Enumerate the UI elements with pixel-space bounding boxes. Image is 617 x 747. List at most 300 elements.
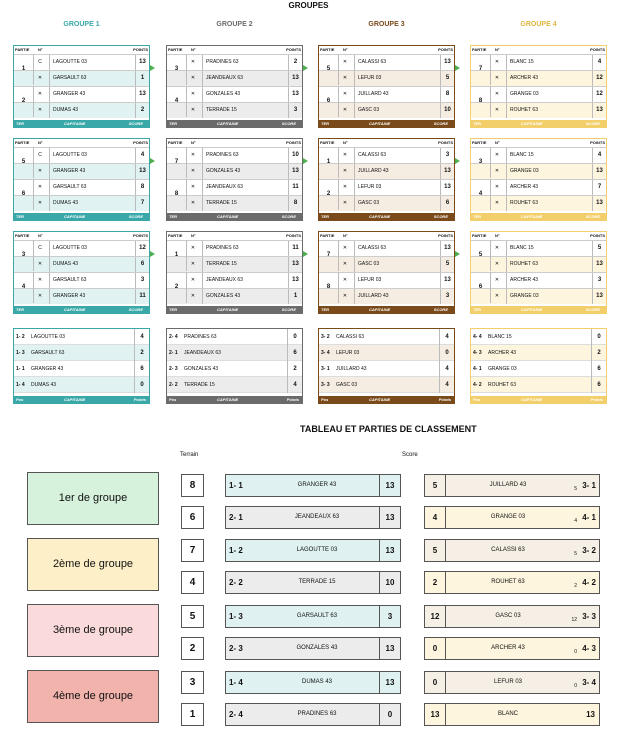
qualifier-flag-icon [455, 65, 460, 71]
team-name: DUMAS 43 [301, 679, 332, 685]
num-label: N° [495, 140, 500, 145]
team-name: JUILLARD 43 [354, 164, 439, 179]
match-row [319, 163, 454, 179]
match-row [319, 240, 454, 256]
team-name: ARCHER 43 [506, 273, 591, 288]
match-row [319, 102, 454, 118]
player-icon: ✕ [37, 184, 43, 190]
team-points: 6 [135, 257, 149, 272]
team-score: 13 [586, 710, 595, 719]
match-row [319, 147, 454, 163]
team-points: 4 [592, 55, 606, 70]
team-name: BLANC 15 [506, 241, 591, 256]
team-points: 6 [591, 361, 606, 377]
player-icon: ✕ [342, 152, 348, 158]
partie-label: PARTIE [168, 140, 183, 145]
partie-number: 8 [471, 86, 491, 117]
team-name: ROUHET 63 [506, 257, 591, 272]
player-icon: ✕ [494, 245, 500, 251]
team-points: 2 [288, 55, 302, 70]
match-row [167, 163, 302, 179]
partie-number: 6 [471, 272, 491, 303]
terrain-footer: TER [169, 214, 177, 219]
qualifier-flag-icon [303, 251, 308, 257]
ranking-row [167, 361, 302, 377]
ranking-row [319, 361, 454, 377]
team-score: 0 [425, 638, 446, 659]
capitaine-footer: CAPITAINE [369, 307, 391, 312]
final-match-right [424, 671, 600, 694]
partie-number: 7 [167, 147, 187, 178]
team-name: GRANGER 43 [31, 366, 64, 372]
score-footer: SCORE [585, 214, 600, 219]
team-name: CALASSI 63 [354, 148, 439, 163]
team-points: 5 [440, 257, 454, 272]
terrain-footer: TER [16, 121, 24, 126]
score-footer: SCORE [128, 307, 143, 312]
terrain-number: 8 [181, 474, 204, 497]
points-label: POINTS [590, 47, 605, 52]
team-name: DUMAS 43 [31, 382, 57, 388]
capitaine-footer: CAPITAINE [521, 214, 543, 219]
score-footer: SCORE [433, 121, 448, 126]
team-points: 13 [288, 164, 302, 179]
player-icon: C [38, 245, 42, 251]
capitaine-footer: CAPITAINE [64, 397, 86, 402]
rank-code: 3- 4 [321, 350, 330, 356]
num-label: N° [343, 233, 348, 238]
team-points: 12 [592, 71, 606, 86]
match-row [471, 272, 606, 288]
team-name: GRANGER 43 [49, 164, 134, 179]
group-header-1: GROUPE 1 [63, 21, 100, 28]
team-name: PRADINES 63 [297, 711, 337, 717]
ranking-row [167, 377, 302, 393]
num-label: N° [38, 47, 43, 52]
team-score: 13 [379, 540, 400, 561]
player-icon: ✕ [37, 261, 43, 267]
team-score: 3 [379, 606, 400, 627]
player-icon: ✕ [190, 245, 196, 251]
num-label: N° [343, 140, 348, 145]
partie-number: 1 [167, 240, 187, 271]
player-icon: ✕ [190, 107, 196, 113]
team-name: TERRADE 15 [184, 382, 215, 388]
team-name: DUMAS 43 [49, 257, 134, 272]
player-icon: ✕ [37, 91, 43, 97]
block-footer [471, 213, 606, 220]
team-points: 13 [135, 87, 149, 102]
terrain-column-label: Terrain [180, 452, 199, 458]
rank-code: 2- 4 [229, 710, 243, 719]
team-points: 13 [592, 196, 606, 211]
team-points: 8 [288, 196, 302, 211]
team-name: GRANGER 43 [49, 87, 134, 102]
group-header-4: GROUPE 4 [520, 21, 557, 28]
team-name: GRANGE 03 [490, 514, 526, 520]
qualifier-flag-icon [150, 65, 155, 71]
player-icon: ✕ [342, 293, 348, 299]
team-points: 1 [288, 289, 302, 304]
partie-label: PARTIE [472, 47, 487, 52]
ranking-row [14, 345, 149, 361]
match-row [167, 195, 302, 211]
score-footer: SCORE [128, 214, 143, 219]
block-footer [167, 120, 302, 127]
team-points: 0 [439, 345, 454, 361]
team-points: 12 [592, 87, 606, 102]
match-row [14, 195, 149, 211]
rank-code: 4- 3 [582, 644, 596, 653]
team-points: 0 [134, 377, 149, 393]
team-name: BLANC 15 [506, 148, 591, 163]
team-score: 0 [425, 672, 446, 693]
qualifier-flag-icon [303, 158, 308, 164]
team-name: GASC 03 [354, 103, 439, 118]
player-icon: ✕ [190, 91, 196, 97]
partie-number: 3 [14, 240, 34, 271]
team-points: 3 [592, 273, 606, 288]
num-label: N° [38, 140, 43, 145]
team-name: PRADINES 63 [184, 334, 217, 340]
partie-number: 6 [319, 86, 339, 117]
terrain-footer: TER [473, 307, 481, 312]
team-name: JEANDEAUX 63 [294, 514, 340, 520]
pos-footer: Pos [321, 397, 329, 402]
num-label: N° [191, 233, 196, 238]
ranking-row [14, 329, 149, 345]
team-name: PRADINES 63 [202, 55, 287, 70]
partie-number: 5 [14, 147, 34, 178]
team-name: GRANGE 03 [506, 289, 591, 304]
rank-code: 4- 2 [473, 382, 482, 388]
capitaine-footer: CAPITAINE [64, 121, 86, 126]
team-points: 13 [288, 87, 302, 102]
match-row [167, 70, 302, 86]
player-icon: ✕ [494, 59, 500, 65]
player-icon: ✕ [494, 184, 500, 190]
sub-score: 2 [574, 583, 577, 589]
rank-code: 3- 3 [321, 382, 330, 388]
team-name: GONZALES 43 [184, 366, 219, 372]
match-row [167, 147, 302, 163]
group-4-round-1 [470, 45, 607, 128]
team-score: 5 [425, 475, 446, 496]
qualifier-flag-icon [150, 158, 155, 164]
team-name: GONZALES 43 [296, 645, 338, 651]
partie-number: 8 [167, 179, 187, 210]
match-row [167, 288, 302, 304]
player-icon: ✕ [190, 75, 196, 81]
match-row [14, 70, 149, 86]
team-name: GONZALES 43 [202, 87, 287, 102]
team-points: 1 [135, 71, 149, 86]
block-header [167, 232, 302, 240]
player-icon: ✕ [494, 152, 500, 158]
player-icon: ✕ [190, 184, 196, 190]
points-footer: Points [133, 397, 146, 402]
team-points: 6 [591, 377, 606, 393]
final-match-left [225, 703, 401, 726]
capitaine-footer: CAPITAINE [217, 121, 239, 126]
points-label: POINTS [590, 140, 605, 145]
group-4-ranking [470, 328, 607, 404]
team-points: 2 [287, 361, 302, 377]
player-icon: ✕ [494, 261, 500, 267]
match-row [471, 179, 606, 195]
capitaine-footer: CAPITAINE [64, 214, 86, 219]
group-header-2: GROUPE 2 [216, 21, 253, 28]
team-points: 6 [134, 361, 149, 377]
match-row [167, 256, 302, 272]
points-label: POINTS [133, 47, 148, 52]
team-name: LAGOUTTE 03 [49, 241, 134, 256]
team-name: GARSAULT 63 [49, 273, 134, 288]
team-name: ROUHET 63 [506, 103, 591, 118]
terrain-number: 5 [181, 605, 204, 628]
ranking-row [471, 345, 606, 361]
team-name: ARCHER 43 [488, 350, 517, 356]
rank-code: 1- 2 [16, 334, 25, 340]
terrain-number: 6 [181, 506, 204, 529]
final-match-right [424, 506, 600, 529]
team-name: GONZALES 43 [202, 289, 287, 304]
rank-code: 2- 3 [229, 644, 243, 653]
match-row [14, 240, 149, 256]
partie-number: 7 [319, 240, 339, 271]
team-name: GASC 03 [354, 196, 439, 211]
player-icon: ✕ [342, 107, 348, 113]
team-points: 8 [440, 87, 454, 102]
team-name: ROUHET 63 [491, 579, 525, 585]
final-match-right [424, 539, 600, 562]
partie-number: 7 [471, 54, 491, 85]
team-name: JUILLARD 43 [489, 482, 527, 488]
match-row [319, 179, 454, 195]
team-name: CALASSI 63 [336, 334, 365, 340]
player-icon: ✕ [190, 277, 196, 283]
group-1-round-3 [13, 231, 150, 314]
player-icon: ✕ [37, 107, 43, 113]
group-1-ranking [13, 328, 150, 404]
partie-label: PARTIE [472, 233, 487, 238]
match-row [471, 86, 606, 102]
block-footer [167, 306, 302, 313]
team-name: ROUHET 63 [506, 196, 591, 211]
team-name: LAGOUTTE 03 [49, 148, 134, 163]
rank-code: 1- 4 [229, 678, 243, 687]
score-footer: SCORE [281, 121, 296, 126]
player-icon: ✕ [190, 200, 196, 206]
player-icon: ✕ [37, 168, 43, 174]
partie-number: 5 [319, 54, 339, 85]
team-score: 13 [379, 507, 400, 528]
partie-number: 8 [319, 272, 339, 303]
team-score: 0 [379, 704, 400, 725]
team-name: ARCHER 43 [506, 71, 591, 86]
player-icon: ✕ [342, 261, 348, 267]
group-3-round-1 [318, 45, 455, 128]
group-3-ranking [318, 328, 455, 404]
team-score: 13 [379, 638, 400, 659]
team-score: 13 [379, 475, 400, 496]
team-points: 6 [440, 196, 454, 211]
partie-number: 5 [471, 240, 491, 271]
match-row [14, 102, 149, 118]
capitaine-footer: CAPITAINE [521, 397, 543, 402]
partie-number: 4 [471, 179, 491, 210]
player-icon: ✕ [342, 91, 348, 97]
final-match-right [424, 474, 600, 497]
capitaine-footer: CAPITAINE [369, 397, 391, 402]
match-row [471, 70, 606, 86]
team-name: PRADINES 63 [202, 148, 287, 163]
team-points: 2 [135, 103, 149, 118]
team-points: 11 [288, 180, 302, 195]
match-row [14, 288, 149, 304]
team-name: DUMAS 43 [49, 196, 134, 211]
match-row [14, 163, 149, 179]
block-header [471, 232, 606, 240]
ranking-row [319, 377, 454, 393]
score-footer: SCORE [281, 307, 296, 312]
final-match-left [225, 539, 401, 562]
terrain-footer: TER [473, 121, 481, 126]
terrain-number: 2 [181, 637, 204, 660]
final-match-right [424, 637, 600, 660]
final-match-left [225, 474, 401, 497]
team-score: 13 [379, 672, 400, 693]
rank-code: 3- 4 [582, 678, 596, 687]
team-name: GARSAULT 63 [49, 71, 134, 86]
capitaine-footer: CAPITAINE [217, 307, 239, 312]
rank-code: 4- 2 [582, 578, 596, 587]
partie-number: 2 [167, 272, 187, 303]
block-header [471, 139, 606, 147]
player-icon: ✕ [494, 168, 500, 174]
block-footer [471, 120, 606, 127]
team-name: LEFUR 03 [336, 350, 360, 356]
group-2-round-2 [166, 138, 303, 221]
team-points: 5 [592, 241, 606, 256]
match-row [14, 86, 149, 102]
num-label: N° [343, 47, 348, 52]
player-icon: C [38, 59, 42, 65]
group-2-round-3 [166, 231, 303, 314]
team-score: 12 [425, 606, 446, 627]
rank-code: 1- 2 [229, 546, 243, 555]
points-label: POINTS [438, 47, 453, 52]
team-name: TERRADE 15 [202, 103, 287, 118]
terrain-footer: TER [169, 121, 177, 126]
final-match-left [225, 571, 401, 594]
partie-number: 3 [167, 54, 187, 85]
match-row [319, 70, 454, 86]
player-icon: ✕ [37, 293, 43, 299]
capitaine-footer: CAPITAINE [521, 307, 543, 312]
player-icon: ✕ [494, 277, 500, 283]
sub-score: 0 [574, 683, 577, 689]
team-points: 3 [135, 273, 149, 288]
team-points: 6 [287, 345, 302, 361]
partie-number: 4 [167, 86, 187, 117]
qualifier-flag-icon [455, 158, 460, 164]
group-3-round-3 [318, 231, 455, 314]
player-icon: ✕ [494, 107, 500, 113]
team-points: 11 [288, 241, 302, 256]
points-label: POINTS [286, 47, 301, 52]
partie-label: PARTIE [320, 233, 335, 238]
terrain-footer: TER [321, 214, 329, 219]
team-score: 10 [379, 572, 400, 593]
player-icon: ✕ [494, 293, 500, 299]
match-row [14, 54, 149, 70]
block-header [167, 139, 302, 147]
ranking-row [319, 345, 454, 361]
page-title: GROUPES [288, 1, 329, 10]
rank-code: 2- 4 [169, 334, 178, 340]
group-3-round-2 [318, 138, 455, 221]
partie-label: PARTIE [168, 47, 183, 52]
team-points: 0 [591, 329, 606, 345]
points-label: POINTS [590, 233, 605, 238]
team-name: JEANDEAUX 63 [202, 180, 287, 195]
block-footer [319, 213, 454, 220]
group-header-3: GROUPE 3 [368, 21, 405, 28]
player-icon: ✕ [494, 200, 500, 206]
team-points: 13 [135, 164, 149, 179]
terrain-footer: TER [169, 307, 177, 312]
team-name: LAGOUTTE 03 [31, 334, 65, 340]
score-column-label: Score [402, 452, 418, 458]
points-footer: Points [438, 397, 451, 402]
rank-code: 2- 1 [169, 350, 178, 356]
team-points: 10 [440, 103, 454, 118]
team-points: 3 [440, 148, 454, 163]
match-row [167, 102, 302, 118]
ranking-footer [167, 396, 302, 403]
team-points: 13 [288, 273, 302, 288]
team-points: 4 [592, 148, 606, 163]
match-row [471, 240, 606, 256]
team-name: LAGOUTTE 03 [49, 55, 134, 70]
group-rank-box-4: 4ème de groupe [27, 670, 159, 723]
match-row [14, 272, 149, 288]
qualifier-flag-icon [150, 251, 155, 257]
player-icon: ✕ [342, 184, 348, 190]
player-icon: ✕ [190, 152, 196, 158]
block-footer [319, 120, 454, 127]
rank-code: 3- 2 [582, 546, 596, 555]
final-match-right [424, 571, 600, 594]
team-points: 11 [135, 289, 149, 304]
final-match-left [225, 605, 401, 628]
ranking-row [471, 329, 606, 345]
block-header [14, 232, 149, 240]
rank-code: 3- 1 [321, 366, 330, 372]
match-row [471, 288, 606, 304]
capitaine-footer: CAPITAINE [369, 214, 391, 219]
rank-code: 4- 1 [473, 366, 482, 372]
player-icon: C [38, 152, 42, 158]
partie-label: PARTIE [168, 233, 183, 238]
ranking-row [167, 345, 302, 361]
pos-footer: Pos [473, 397, 481, 402]
rank-code: 2- 2 [169, 382, 178, 388]
team-points: 4 [439, 361, 454, 377]
match-row [471, 256, 606, 272]
match-row [319, 86, 454, 102]
